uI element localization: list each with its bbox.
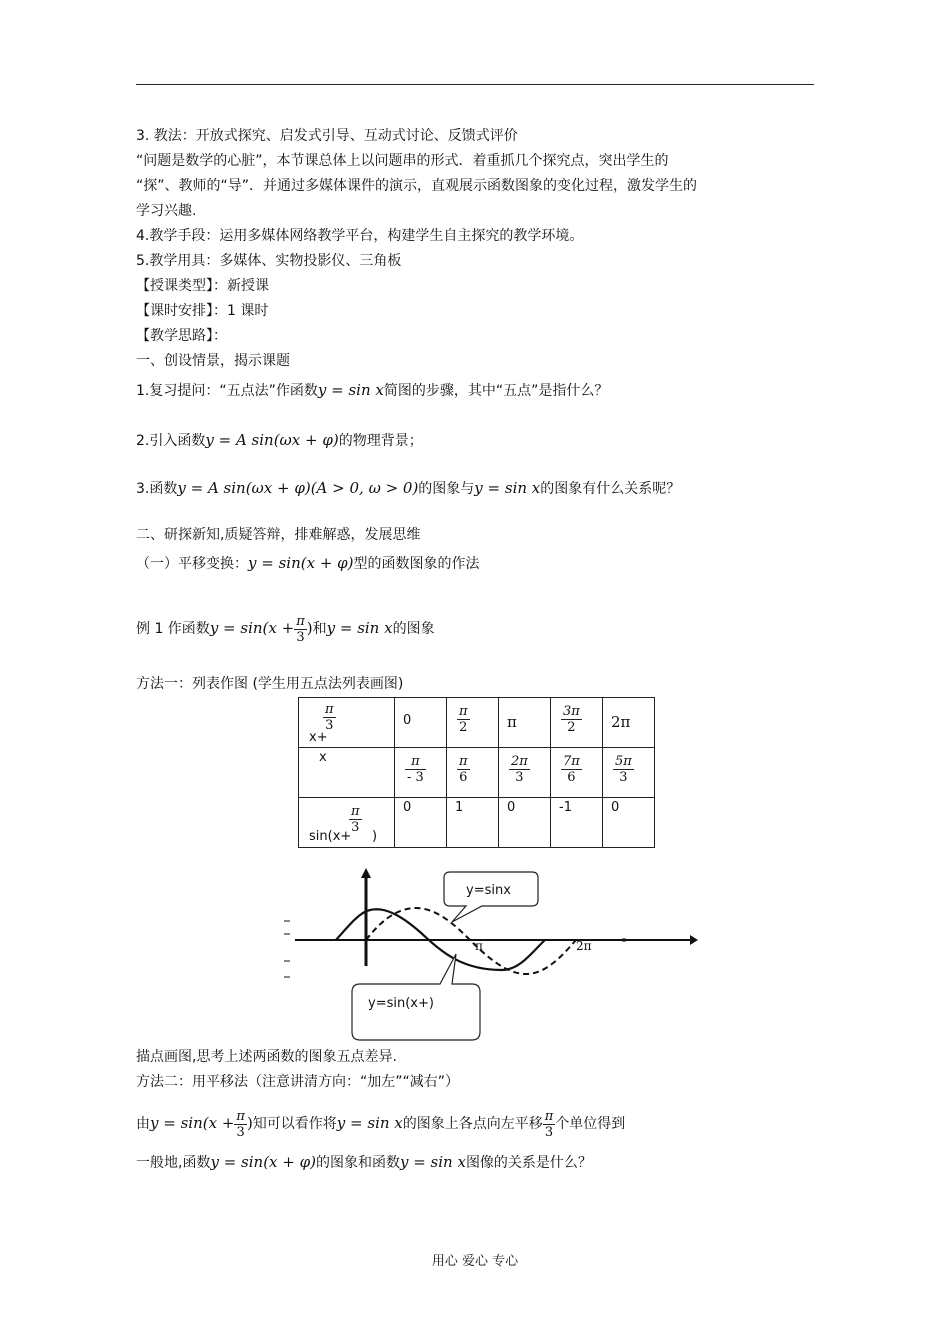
question-1: 1.复习提问：“五点法”作函数y = sin x简图的步骤，其中“五点”是指什么？ [136,381,609,399]
general-question: 一般地,函数y = sin(x + φ)的图象和函数y = sin x图像的关系是什么？ [136,1153,592,1171]
tick-2pi-label: 2π [576,939,592,953]
callout-sin-shift-label: y=sin(x+) [368,996,434,1011]
method-one-line: 方法一：列表作图 (学生用五点法列表画图) [136,676,404,692]
table-row: $\frac{\pi}{3}$ x+ 0 $\frac{\pi}{2}$ π $\frac{3\pi}{2}$ 2π [299,698,655,748]
question-2: 2.引入函数y = A sin(ωx + φ)的物理背景； [136,431,423,449]
sine-graph-figure [270,866,700,1046]
y-axis-arrow [361,868,371,878]
translation-heading: （一）平移变换：y = sin(x + φ)型的函数图象的作法 [136,554,480,572]
table-row: $\frac{\pi}{3}$ sin(x+ ) 0 1 0 -1 0 [299,798,655,848]
example-1: 例 1 作函数y = sin(x + $\frac{\pi}{3}$ )和y = sin x的图象 [136,613,435,645]
teaching-tools-line: 5.教学用具：多媒体、实物投影仪、三角板 [136,253,402,269]
teaching-means-line: 4.教学手段：运用多媒体网络教学平台，构建学生自主探究的教学环境。 [136,228,584,244]
teaching-method-line: 3. 教法：开放式探究、启发式引导、互动式讨论、反馈式评价 [136,128,518,144]
paragraph-line: 学习兴趣. [136,203,197,219]
section-two-heading: 二、研探新知,质疑答辩，排难解惑，发展思维 [136,527,421,543]
lesson-type-line: 【授课类型】：新授课 [136,278,269,294]
page-footer: 用心 爱心 专心 [431,1254,519,1269]
translation-explanation: 由y = sin(x + $\frac{\pi}{3}$ )知可以看作将y = sin x的图象上各点向左平移 $\frac{\pi}{3}$ 个单位得到 [136,1108,626,1140]
lesson-time-line: 【课时安排】：1 课时 [136,303,269,319]
teaching-idea-heading: 【教学思路】： [136,328,227,344]
table-row: x $\frac{\pi}{- 3}$ $\frac{\pi}{6}$ $\frac{2\pi}{3}$ $\frac{7\pi}{6}$ $\frac{5\pi}{3}$ [299,748,655,798]
section-one-heading: 一、创设情景，揭示课题 [136,353,290,369]
header-rule [136,84,814,85]
callout-sinx-label: y=sinx [466,883,511,898]
observation-line: 描点画图,思考上述两函数的图象五点差异. [136,1049,397,1065]
paragraph-line: “探”、教师的“导”．并通过多媒体课件的演示，直观展示函数图象的变化过程，激发学生的 [136,178,698,194]
five-point-table [298,697,655,848]
x-axis-arrow [690,935,698,945]
tick-pi-label: π [475,939,483,953]
question-3: 3.函数y = A sin(ωx + φ)(A > 0, ω > 0)的图象与y = sin x的图象有什么关系呢？ [136,479,681,497]
method-two-line: 方法二：用平移法（注意讲清方向：“加左”“减右”） [136,1074,460,1090]
paragraph-line: “问题是数学的心脏”，本节课总体上以问题串的形式．着重抓几个探究点，突出学生的 [136,153,669,169]
